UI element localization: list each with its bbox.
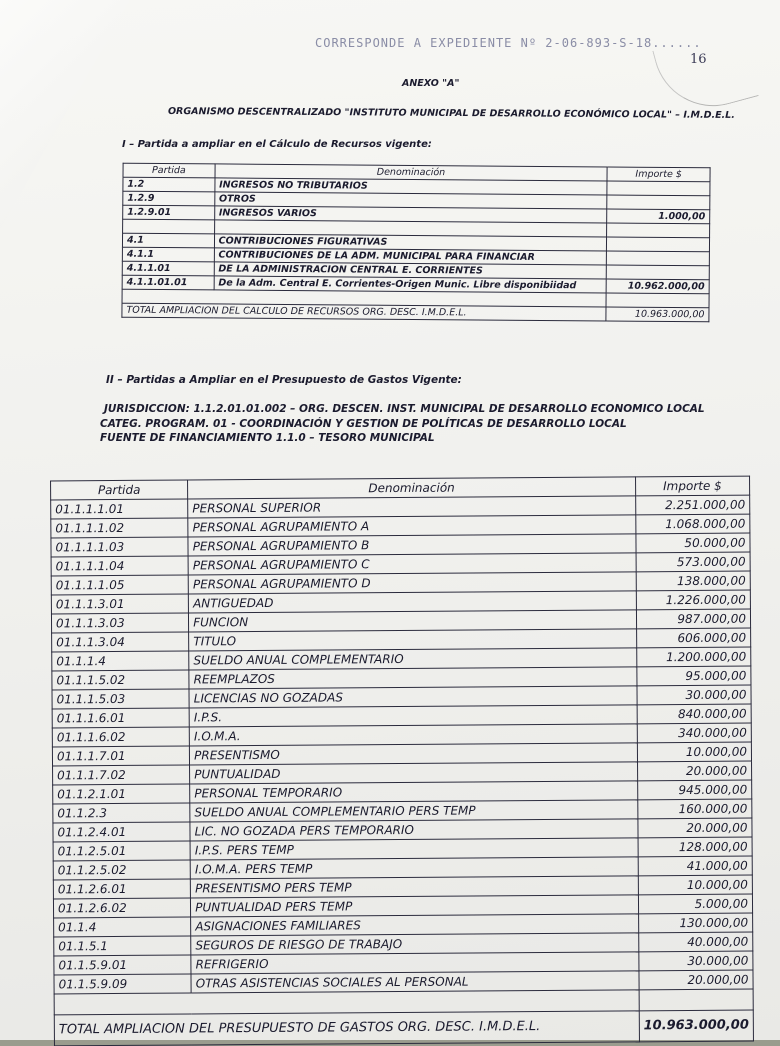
cell-partida: 01.1.1.5.03 <box>52 689 189 709</box>
cell-partida: 01.1.2.5.01 <box>53 841 190 861</box>
folded-page-corner <box>0 0 130 230</box>
cell-denominacion: CONTRIBUCIONES FIGURATIVAS <box>214 234 607 251</box>
cell-denominacion: PUNTUALIDAD <box>190 762 638 784</box>
cell-importe: 10.000,00 <box>638 875 752 895</box>
cell-importe: 10.962.000,00 <box>606 279 709 294</box>
cell-partida: 1.2 <box>123 177 215 192</box>
cell-denominacion: I.O.M.A. <box>189 724 637 746</box>
cell-denominacion: DE LA ADMINISTRACION CENTRAL E. CORRIENTES <box>214 262 607 279</box>
cell-partida <box>123 219 215 234</box>
cell-importe: 130.000,00 <box>638 913 752 933</box>
cell-importe: 840.000,00 <box>637 704 751 724</box>
organism-title: ORGANISMO DESCENTRALIZADO "INSTITUTO MUNICIPAL DE DESARROLLO ECONÓMICO LOCAL" – I.M.D.E.L. <box>167 106 735 121</box>
cell-partida: 4.1.1 <box>122 247 214 262</box>
cell-importe: 945.000,00 <box>637 780 751 800</box>
expediente-stamp: CORRESPONDE A EXPEDIENTE Nº 2-06-893-S-18...... <box>315 36 702 50</box>
column-header-importe: Importe $ <box>607 167 710 182</box>
section2-title: II – Partidas a Ampliar en el Presupuesto de Gastos Vigente: <box>106 374 462 386</box>
cell-partida: 01.1.1.7.02 <box>53 765 190 785</box>
cell-importe: 2.251.000,00 <box>635 495 749 515</box>
cell-importe: 41.000,00 <box>638 856 752 876</box>
cell-importe: 987.000,00 <box>636 609 750 629</box>
cell-partida: 01.1.2.3 <box>53 803 190 823</box>
cell-partida: 01.1.2.4.01 <box>53 822 190 842</box>
cell-importe <box>607 223 710 238</box>
cell-denominacion: TITULO <box>189 629 637 651</box>
cell-denominacion: I.P.S. <box>189 705 637 727</box>
cell-importe: 1.226.000,00 <box>636 590 750 610</box>
cell-importe: 5.000,00 <box>638 894 752 914</box>
categoria-line: CATEG. PROGRAM. 01 - COORDINACIÓN Y GESTION DE POLÍTICAS DE DESARROLLO LOCAL <box>100 418 627 430</box>
cell-denominacion: PERSONAL AGRUPAMIENTO A <box>188 515 636 537</box>
cell-importe <box>607 181 710 196</box>
cell-partida: 01.1.1.1.03 <box>51 537 188 557</box>
cell-importe: 50.000,00 <box>636 533 750 553</box>
total-label: TOTAL AMPLIACION DEL PRESUPUESTO DE GASTOS ORG. DESC. I.M.D.E.L. <box>54 1011 639 1046</box>
cell-partida: 01.1.1.3.03 <box>51 613 188 633</box>
cell-importe <box>606 265 709 280</box>
cell-denominacion: PUNTUALIDAD PERS TEMP <box>191 895 639 917</box>
cell-denominacion: OTROS <box>214 192 607 209</box>
cell-importe <box>607 237 710 252</box>
cell-partida: 01.1.1.7.01 <box>52 746 189 766</box>
cell-partida: 4.1 <box>122 233 214 248</box>
cell-denominacion: I.P.S. PERS TEMP <box>190 838 638 860</box>
cell-importe: 138.000,00 <box>636 571 750 591</box>
cell-partida: 01.1.1.1.05 <box>51 575 188 595</box>
cell-partida: 01.1.4 <box>54 917 191 937</box>
cell-importe <box>607 195 710 210</box>
total-value: 10.963.000,00 <box>639 1010 754 1042</box>
total-value: 10.963.000,00 <box>606 307 709 322</box>
cell-partida: 1.2.9 <box>123 191 215 206</box>
fuente-line: FUENTE DE FINANCIAMIENTO 1.1.0 – TESORO MUNICIPAL <box>100 432 435 444</box>
cell-partida: 01.1.2.6.02 <box>53 898 190 918</box>
cell-partida: 01.1.1.6.01 <box>52 708 189 728</box>
cell-partida: 01.1.1.1.02 <box>51 518 188 538</box>
section1-title: I – Partida a ampliar en el Cálculo de Recursos vigente: <box>122 139 432 150</box>
cell-importe: 340.000,00 <box>637 723 751 743</box>
cell-denominacion: LICENCIAS NO GOZADAS <box>189 686 637 708</box>
cell-denominacion: SEGUROS DE RIESGO DE TRABAJO <box>191 933 639 955</box>
cell-partida: 01.1.2.1.01 <box>53 784 190 804</box>
cell-denominacion: PERSONAL SUPERIOR <box>188 496 636 518</box>
cell-partida: 01.1.2.6.01 <box>53 879 190 899</box>
column-header-denominacion: Denominación <box>215 164 608 181</box>
cell-partida: 01.1.1.1.01 <box>51 499 188 519</box>
cell-importe: 30.000,00 <box>639 951 753 971</box>
cell-denominacion: LIC. NO GOZADA PERS TEMPORARIO <box>190 819 638 841</box>
cell-denominacion: INGRESOS VARIOS <box>214 206 607 223</box>
cell-denominacion: ANTIGUEDAD <box>189 591 637 613</box>
cell-importe: 20.000,00 <box>637 761 751 781</box>
cell-importe: 20.000,00 <box>638 818 752 838</box>
cell-importe: 1.200.000,00 <box>636 647 750 667</box>
cell-partida: 01.1.1.6.02 <box>52 727 189 747</box>
cell-importe: 606.000,00 <box>636 628 750 648</box>
cell-partida: 4.1.1.01.01 <box>122 275 214 290</box>
column-header-importe: Importe $ <box>635 476 749 496</box>
cell-denominacion: OTRAS ASISTENCIAS SOCIALES AL PERSONAL <box>191 971 639 993</box>
expenses-table <box>50 476 754 1046</box>
cell-denominacion: PERSONAL TEMPORARIO <box>190 781 638 803</box>
cell-denominacion: CONTRIBUCIONES DE LA ADM. MUNICIPAL PARA FINANCIAR <box>214 248 607 265</box>
cell-importe: 128.000,00 <box>638 837 752 857</box>
expenses-total-row <box>54 1010 753 1046</box>
cell-denominacion: PERSONAL AGRUPAMIENTO D <box>188 572 636 594</box>
cell-partida: 01.1.1.3.01 <box>51 594 188 614</box>
cell-denominacion: FUNCION <box>189 610 637 632</box>
cell-partida: 01.1.1.3.04 <box>52 632 189 652</box>
column-header-partida: Partida <box>51 480 188 500</box>
cell-partida: 01.1.5.1 <box>54 936 191 956</box>
cell-importe: 160.000,00 <box>637 799 751 819</box>
resources-table <box>121 163 710 323</box>
cell-importe: 1.000,00 <box>607 209 710 224</box>
cell-importe: 10.000,00 <box>637 742 751 762</box>
jurisdiccion-line: JURISDICCION: 1.1.2.01.01.002 – ORG. DESCEN. INST. MUNICIPAL DE DESARROLLO ECONOMICO LOCAL <box>104 403 705 415</box>
cell-denominacion: PERSONAL AGRUPAMIENTO C <box>188 553 636 575</box>
cell-partida: 01.1.5.9.09 <box>54 974 191 994</box>
cell-partida: 01.1.1.5.02 <box>52 670 189 690</box>
column-header-denominacion: Denominación <box>188 477 636 499</box>
cell-importe: 1.068.000,00 <box>635 514 749 534</box>
annex-title: ANEXO "A" <box>402 78 460 89</box>
cell-denominacion: REFRIGERIO <box>191 952 639 974</box>
cell-partida: 01.1.5.9.01 <box>54 955 191 975</box>
cell-importe <box>607 251 710 266</box>
cell-importe: 95.000,00 <box>637 666 751 686</box>
column-header-partida: Partida <box>123 163 215 178</box>
page-number: 16 <box>690 52 707 67</box>
cell-importe: 40.000,00 <box>638 932 752 952</box>
cell-denominacion: REEMPLAZOS <box>189 667 637 689</box>
cell-denominacion: I.O.M.A. PERS TEMP <box>190 857 638 879</box>
cell-importe: 30.000,00 <box>637 685 751 705</box>
cell-denominacion: ASIGNACIONES FAMILIARES <box>191 914 639 936</box>
cell-denominacion: SUELDO ANUAL COMPLEMENTARIO <box>189 648 637 670</box>
cell-partida: 4.1.1.01 <box>122 261 214 276</box>
cell-denominacion: SUELDO ANUAL COMPLEMENTARIO PERS TEMP <box>190 800 638 822</box>
total-label: TOTAL AMPLIACION DEL CALCULO DE RECURSOS ORG. DESC. I.M.D.E.L. <box>122 303 606 321</box>
cell-denominacion: INGRESOS NO TRIBUTARIOS <box>215 178 608 195</box>
cell-denominacion: PRESENTISMO <box>190 743 638 765</box>
cell-partida: 1.2.9.01 <box>123 205 215 220</box>
cell-importe: 573.000,00 <box>636 552 750 572</box>
cell-importe: 20.000,00 <box>639 970 753 990</box>
cell-denominacion: PERSONAL AGRUPAMIENTO B <box>188 534 636 556</box>
cell-denominacion: PRESENTISMO PERS TEMP <box>190 876 638 898</box>
cell-denominacion: De la Adm. Central E. Corrientes-Origen Munic. Libre disponibiidad <box>214 276 607 293</box>
cell-partida: 01.1.1.4 <box>52 651 189 671</box>
cell-partida: 01.1.1.1.04 <box>51 556 188 576</box>
cell-partida: 01.1.2.5.02 <box>53 860 190 880</box>
